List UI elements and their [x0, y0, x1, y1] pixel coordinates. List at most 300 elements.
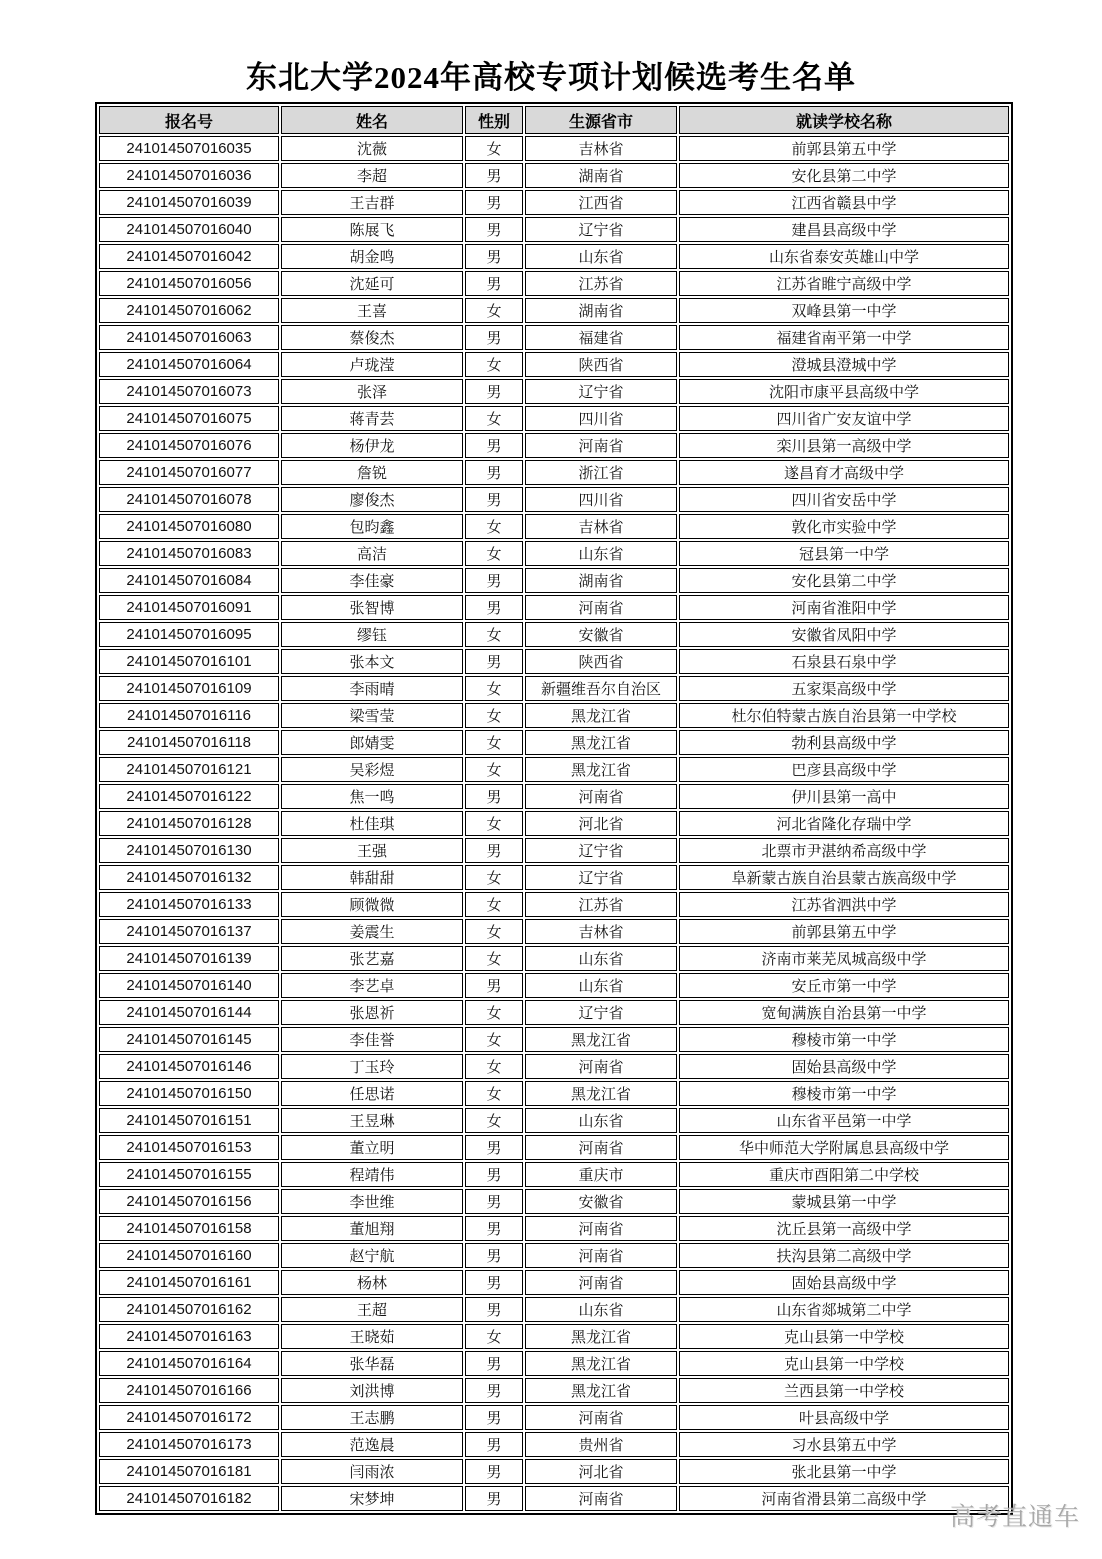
cell-province: 辽宁省 [525, 865, 677, 890]
cell-name: 杨伊龙 [281, 433, 463, 458]
cell-reg-no: 241014507016121 [99, 757, 279, 782]
cell-reg-no: 241014507016109 [99, 676, 279, 701]
cell-province: 山东省 [525, 946, 677, 971]
cell-school: 张北县第一中学 [679, 1459, 1009, 1484]
cell-gender: 男 [465, 460, 523, 485]
cell-name: 王吉群 [281, 190, 463, 215]
cell-province: 辽宁省 [525, 838, 677, 863]
cell-school: 四川省广安友谊中学 [679, 406, 1009, 431]
cell-gender: 女 [465, 676, 523, 701]
cell-gender: 男 [465, 1378, 523, 1403]
cell-name: 王昱琳 [281, 1108, 463, 1133]
table-row [99, 1108, 1009, 1133]
cell-gender: 女 [465, 1108, 523, 1133]
cell-reg-no: 241014507016146 [99, 1054, 279, 1079]
cell-province: 黑龙江省 [525, 757, 677, 782]
cell-reg-no: 241014507016155 [99, 1162, 279, 1187]
cell-province: 江西省 [525, 190, 677, 215]
candidate-table-body [99, 136, 1009, 1511]
cell-gender: 女 [465, 892, 523, 917]
cell-name: 杨林 [281, 1270, 463, 1295]
cell-name: 张泽 [281, 379, 463, 404]
cell-school: 栾川县第一高级中学 [679, 433, 1009, 458]
cell-gender: 女 [465, 1054, 523, 1079]
cell-name: 蔡俊杰 [281, 325, 463, 350]
cell-name: 缪钰 [281, 622, 463, 647]
cell-reg-no: 241014507016095 [99, 622, 279, 647]
cell-province: 福建省 [525, 325, 677, 350]
cell-gender: 男 [465, 1243, 523, 1268]
cell-province: 河南省 [525, 1486, 677, 1511]
cell-name: 詹锐 [281, 460, 463, 485]
cell-gender: 男 [465, 1351, 523, 1376]
table-row [99, 1135, 1009, 1160]
cell-school: 重庆市酉阳第二中学校 [679, 1162, 1009, 1187]
table-row [99, 1189, 1009, 1214]
cell-name: 胡金鸣 [281, 244, 463, 269]
cell-name: 李艺卓 [281, 973, 463, 998]
cell-name: 王晓茹 [281, 1324, 463, 1349]
cell-name: 闫雨浓 [281, 1459, 463, 1484]
cell-gender: 女 [465, 865, 523, 890]
cell-reg-no: 241014507016078 [99, 487, 279, 512]
cell-province: 山东省 [525, 1297, 677, 1322]
table-row [99, 460, 1009, 485]
table-row [99, 784, 1009, 809]
cell-school: 固始县高级中学 [679, 1270, 1009, 1295]
cell-province: 黑龙江省 [525, 703, 677, 728]
cell-province: 陕西省 [525, 352, 677, 377]
cell-province: 河南省 [525, 433, 677, 458]
cell-reg-no: 241014507016116 [99, 703, 279, 728]
cell-school: 五家渠高级中学 [679, 676, 1009, 701]
cell-school: 固始县高级中学 [679, 1054, 1009, 1079]
cell-reg-no: 241014507016151 [99, 1108, 279, 1133]
cell-name: 刘洪博 [281, 1378, 463, 1403]
table-row [99, 1270, 1009, 1295]
cell-reg-no: 241014507016173 [99, 1432, 279, 1457]
cell-reg-no: 241014507016076 [99, 433, 279, 458]
cell-school: 河南省淮阳中学 [679, 595, 1009, 620]
cell-reg-no: 241014507016039 [99, 190, 279, 215]
table-row [99, 568, 1009, 593]
cell-province: 辽宁省 [525, 379, 677, 404]
cell-reg-no: 241014507016091 [99, 595, 279, 620]
cell-school: 冠县第一中学 [679, 541, 1009, 566]
table-row [99, 1054, 1009, 1079]
cell-reg-no: 241014507016040 [99, 217, 279, 242]
cell-reg-no: 241014507016150 [99, 1081, 279, 1106]
cell-province: 河南省 [525, 1405, 677, 1430]
cell-school: 前郭县第五中学 [679, 136, 1009, 161]
table-row [99, 703, 1009, 728]
cell-reg-no: 241014507016056 [99, 271, 279, 296]
cell-province: 陕西省 [525, 649, 677, 674]
table-row [99, 1351, 1009, 1376]
cell-gender: 男 [465, 433, 523, 458]
table-row [99, 1459, 1009, 1484]
cell-name: 董立明 [281, 1135, 463, 1160]
cell-school: 习水县第五中学 [679, 1432, 1009, 1457]
cell-reg-no: 241014507016101 [99, 649, 279, 674]
cell-province: 重庆市 [525, 1162, 677, 1187]
header-province: 生源省市 [525, 106, 677, 134]
table-row [99, 838, 1009, 863]
table-row [99, 136, 1009, 161]
cell-name: 姜震生 [281, 919, 463, 944]
table-row [99, 1216, 1009, 1241]
cell-gender: 女 [465, 757, 523, 782]
cell-school: 前郭县第五中学 [679, 919, 1009, 944]
cell-school: 蒙城县第一中学 [679, 1189, 1009, 1214]
cell-school: 济南市莱芜凤城高级中学 [679, 946, 1009, 971]
cell-province: 浙江省 [525, 460, 677, 485]
table-row [99, 190, 1009, 215]
table-row [99, 1432, 1009, 1457]
cell-gender: 女 [465, 1000, 523, 1025]
cell-reg-no: 241014507016118 [99, 730, 279, 755]
cell-gender: 男 [465, 1432, 523, 1457]
cell-name: 杜佳琪 [281, 811, 463, 836]
header-school: 就读学校名称 [679, 106, 1009, 134]
cell-name: 蒋青芸 [281, 406, 463, 431]
cell-gender: 男 [465, 1162, 523, 1187]
cell-school: 江苏省睢宁高级中学 [679, 271, 1009, 296]
cell-school: 安徽省凤阳中学 [679, 622, 1009, 647]
cell-name: 王志鹏 [281, 1405, 463, 1430]
cell-name: 郎婧雯 [281, 730, 463, 755]
cell-gender: 男 [465, 190, 523, 215]
table-row [99, 1027, 1009, 1052]
table-row [99, 1243, 1009, 1268]
header-row [99, 106, 1009, 134]
cell-reg-no: 241014507016130 [99, 838, 279, 863]
cell-gender: 男 [465, 595, 523, 620]
cell-gender: 女 [465, 730, 523, 755]
cell-school: 沈阳市康平县高级中学 [679, 379, 1009, 404]
table-row [99, 622, 1009, 647]
cell-reg-no: 241014507016075 [99, 406, 279, 431]
cell-name: 丁玉玲 [281, 1054, 463, 1079]
table-row [99, 892, 1009, 917]
header-reg-no: 报名号 [99, 106, 279, 134]
table-row [99, 352, 1009, 377]
cell-gender: 女 [465, 811, 523, 836]
cell-school: 穆棱市第一中学 [679, 1081, 1009, 1106]
cell-gender: 男 [465, 1459, 523, 1484]
table-row [99, 163, 1009, 188]
cell-province: 山东省 [525, 1108, 677, 1133]
cell-school: 北票市尹湛纳希高级中学 [679, 838, 1009, 863]
cell-gender: 女 [465, 919, 523, 944]
cell-province: 安徽省 [525, 1189, 677, 1214]
table-row [99, 1405, 1009, 1430]
cell-gender: 男 [465, 1270, 523, 1295]
cell-school: 叶县高级中学 [679, 1405, 1009, 1430]
cell-school: 克山县第一中学校 [679, 1324, 1009, 1349]
table-row [99, 865, 1009, 890]
cell-school: 澄城县澄城中学 [679, 352, 1009, 377]
cell-school: 安化县第二中学 [679, 163, 1009, 188]
cell-reg-no: 241014507016160 [99, 1243, 279, 1268]
table-row [99, 325, 1009, 350]
table-row [99, 244, 1009, 269]
cell-reg-no: 241014507016166 [99, 1378, 279, 1403]
cell-name: 卢珑滢 [281, 352, 463, 377]
cell-province: 四川省 [525, 406, 677, 431]
cell-province: 辽宁省 [525, 217, 677, 242]
cell-reg-no: 241014507016139 [99, 946, 279, 971]
table-row [99, 757, 1009, 782]
cell-reg-no: 241014507016084 [99, 568, 279, 593]
cell-school: 沈丘县第一高级中学 [679, 1216, 1009, 1241]
cell-reg-no: 241014507016080 [99, 514, 279, 539]
cell-gender: 男 [465, 217, 523, 242]
cell-reg-no: 241014507016182 [99, 1486, 279, 1511]
cell-name: 廖俊杰 [281, 487, 463, 512]
cell-school: 穆棱市第一中学 [679, 1027, 1009, 1052]
cell-name: 焦一鸣 [281, 784, 463, 809]
cell-reg-no: 241014507016122 [99, 784, 279, 809]
cell-reg-no: 241014507016145 [99, 1027, 279, 1052]
cell-gender: 女 [465, 1081, 523, 1106]
cell-gender: 女 [465, 406, 523, 431]
cell-reg-no: 241014507016036 [99, 163, 279, 188]
cell-school: 阜新蒙古族自治县蒙古族高级中学 [679, 865, 1009, 890]
table-row [99, 973, 1009, 998]
cell-reg-no: 241014507016132 [99, 865, 279, 890]
cell-gender: 男 [465, 1189, 523, 1214]
cell-name: 任思诺 [281, 1081, 463, 1106]
cell-reg-no: 241014507016073 [99, 379, 279, 404]
table-row [99, 1324, 1009, 1349]
cell-name: 李佳誉 [281, 1027, 463, 1052]
cell-province: 吉林省 [525, 514, 677, 539]
cell-school: 山东省郯城第二中学 [679, 1297, 1009, 1322]
cell-school: 伊川县第一高中 [679, 784, 1009, 809]
cell-name: 包昀鑫 [281, 514, 463, 539]
cell-name: 李世维 [281, 1189, 463, 1214]
cell-province: 河南省 [525, 1216, 677, 1241]
cell-name: 宋梦坤 [281, 1486, 463, 1511]
cell-gender: 男 [465, 1297, 523, 1322]
table-row [99, 1297, 1009, 1322]
cell-name: 张本文 [281, 649, 463, 674]
cell-school: 兰西县第一中学校 [679, 1378, 1009, 1403]
cell-school: 敦化市实验中学 [679, 514, 1009, 539]
cell-name: 沈薇 [281, 136, 463, 161]
cell-name: 王超 [281, 1297, 463, 1322]
cell-reg-no: 241014507016083 [99, 541, 279, 566]
cell-province: 河南省 [525, 1243, 677, 1268]
cell-province: 湖南省 [525, 568, 677, 593]
cell-school: 河北省隆化存瑞中学 [679, 811, 1009, 836]
cell-name: 顾微微 [281, 892, 463, 917]
cell-province: 河南省 [525, 1135, 677, 1160]
cell-school: 安丘市第一中学 [679, 973, 1009, 998]
cell-school: 江西省赣县中学 [679, 190, 1009, 215]
cell-reg-no: 241014507016128 [99, 811, 279, 836]
cell-name: 李超 [281, 163, 463, 188]
table-row [99, 1081, 1009, 1106]
cell-province: 黑龙江省 [525, 1324, 677, 1349]
cell-gender: 男 [465, 379, 523, 404]
cell-province: 河北省 [525, 1459, 677, 1484]
cell-gender: 男 [465, 973, 523, 998]
cell-school: 河南省滑县第二高级中学 [679, 1486, 1009, 1511]
cell-gender: 女 [465, 703, 523, 728]
cell-reg-no: 241014507016077 [99, 460, 279, 485]
cell-school: 山东省泰安英雄山中学 [679, 244, 1009, 269]
table-row [99, 541, 1009, 566]
cell-school: 江苏省泗洪中学 [679, 892, 1009, 917]
cell-reg-no: 241014507016162 [99, 1297, 279, 1322]
cell-reg-no: 241014507016161 [99, 1270, 279, 1295]
cell-province: 贵州省 [525, 1432, 677, 1457]
table-row [99, 946, 1009, 971]
cell-name: 董旭翔 [281, 1216, 463, 1241]
cell-province: 山东省 [525, 973, 677, 998]
table-row [99, 406, 1009, 431]
cell-name: 王强 [281, 838, 463, 863]
cell-reg-no: 241014507016153 [99, 1135, 279, 1160]
cell-name: 吴彩煜 [281, 757, 463, 782]
table-row [99, 271, 1009, 296]
cell-school: 双峰县第一中学 [679, 298, 1009, 323]
cell-gender: 男 [465, 244, 523, 269]
cell-name: 王喜 [281, 298, 463, 323]
cell-reg-no: 241014507016144 [99, 1000, 279, 1025]
cell-name: 沈延可 [281, 271, 463, 296]
cell-reg-no: 241014507016181 [99, 1459, 279, 1484]
table-row [99, 487, 1009, 512]
cell-province: 安徽省 [525, 622, 677, 647]
cell-province: 河南省 [525, 1054, 677, 1079]
cell-name: 张华磊 [281, 1351, 463, 1376]
cell-gender: 男 [465, 649, 523, 674]
table-row [99, 379, 1009, 404]
cell-gender: 男 [465, 784, 523, 809]
cell-province: 黑龙江省 [525, 1351, 677, 1376]
cell-province: 山东省 [525, 244, 677, 269]
cell-province: 吉林省 [525, 136, 677, 161]
cell-reg-no: 241014507016063 [99, 325, 279, 350]
cell-province: 黑龙江省 [525, 1378, 677, 1403]
table-row [99, 730, 1009, 755]
cell-school: 福建省南平第一中学 [679, 325, 1009, 350]
table-row [99, 649, 1009, 674]
cell-school: 山东省平邑第一中学 [679, 1108, 1009, 1133]
cell-province: 河南省 [525, 595, 677, 620]
cell-province: 四川省 [525, 487, 677, 512]
cell-name: 范逸晨 [281, 1432, 463, 1457]
watermark-text: 高考直通车 [949, 1503, 1080, 1531]
cell-gender: 女 [465, 622, 523, 647]
table-row [99, 1378, 1009, 1403]
cell-reg-no: 241014507016172 [99, 1405, 279, 1430]
table-row [99, 1000, 1009, 1025]
cell-gender: 女 [465, 298, 523, 323]
cell-school: 勃利县高级中学 [679, 730, 1009, 755]
cell-gender: 男 [465, 271, 523, 296]
cell-name: 高洁 [281, 541, 463, 566]
header-name: 姓名 [281, 106, 463, 134]
cell-province: 黑龙江省 [525, 730, 677, 755]
cell-school: 石泉县石泉中学 [679, 649, 1009, 674]
cell-province: 江苏省 [525, 892, 677, 917]
cell-gender: 男 [465, 1405, 523, 1430]
cell-reg-no: 241014507016133 [99, 892, 279, 917]
cell-school: 克山县第一中学校 [679, 1351, 1009, 1376]
cell-gender: 男 [465, 325, 523, 350]
table-row [99, 919, 1009, 944]
cell-name: 韩甜甜 [281, 865, 463, 890]
cell-gender: 女 [465, 514, 523, 539]
cell-gender: 男 [465, 487, 523, 512]
candidate-table [95, 102, 1013, 1515]
table-row [99, 1486, 1009, 1511]
cell-reg-no: 241014507016156 [99, 1189, 279, 1214]
cell-gender: 男 [465, 163, 523, 188]
cell-reg-no: 241014507016163 [99, 1324, 279, 1349]
cell-province: 黑龙江省 [525, 1081, 677, 1106]
cell-province: 河南省 [525, 1270, 677, 1295]
cell-name: 陈展飞 [281, 217, 463, 242]
cell-province: 河北省 [525, 811, 677, 836]
cell-reg-no: 241014507016137 [99, 919, 279, 944]
cell-gender: 男 [465, 1216, 523, 1241]
cell-province: 黑龙江省 [525, 1027, 677, 1052]
cell-reg-no: 241014507016064 [99, 352, 279, 377]
cell-province: 吉林省 [525, 919, 677, 944]
cell-province: 辽宁省 [525, 1000, 677, 1025]
cell-school: 华中师范大学附属息县高级中学 [679, 1135, 1009, 1160]
cell-reg-no: 241014507016140 [99, 973, 279, 998]
cell-province: 山东省 [525, 541, 677, 566]
cell-gender: 男 [465, 568, 523, 593]
table-row [99, 1162, 1009, 1187]
cell-province: 江苏省 [525, 271, 677, 296]
cell-gender: 女 [465, 136, 523, 161]
table-row [99, 676, 1009, 701]
header-gender: 性别 [465, 106, 523, 134]
cell-name: 张艺嘉 [281, 946, 463, 971]
table-row [99, 595, 1009, 620]
cell-name: 张恩祈 [281, 1000, 463, 1025]
cell-gender: 女 [465, 1324, 523, 1349]
cell-reg-no: 241014507016035 [99, 136, 279, 161]
cell-name: 李佳豪 [281, 568, 463, 593]
cell-school: 巴彦县高级中学 [679, 757, 1009, 782]
cell-school: 四川省安岳中学 [679, 487, 1009, 512]
cell-gender: 女 [465, 946, 523, 971]
cell-school: 遂昌育才高级中学 [679, 460, 1009, 485]
table-row [99, 514, 1009, 539]
cell-reg-no: 241014507016042 [99, 244, 279, 269]
cell-name: 赵宁航 [281, 1243, 463, 1268]
cell-name: 李雨晴 [281, 676, 463, 701]
cell-gender: 男 [465, 1135, 523, 1160]
cell-school: 扶沟县第二高级中学 [679, 1243, 1009, 1268]
cell-reg-no: 241014507016062 [99, 298, 279, 323]
page-title: 东北大学2024年高校专项计划候选考生名单 [246, 60, 856, 95]
table-row [99, 217, 1009, 242]
cell-school: 安化县第二中学 [679, 568, 1009, 593]
cell-province: 新疆维吾尔自治区 [525, 676, 677, 701]
cell-gender: 男 [465, 1486, 523, 1511]
cell-school: 建昌县高级中学 [679, 217, 1009, 242]
cell-school: 宽甸满族自治县第一中学 [679, 1000, 1009, 1025]
